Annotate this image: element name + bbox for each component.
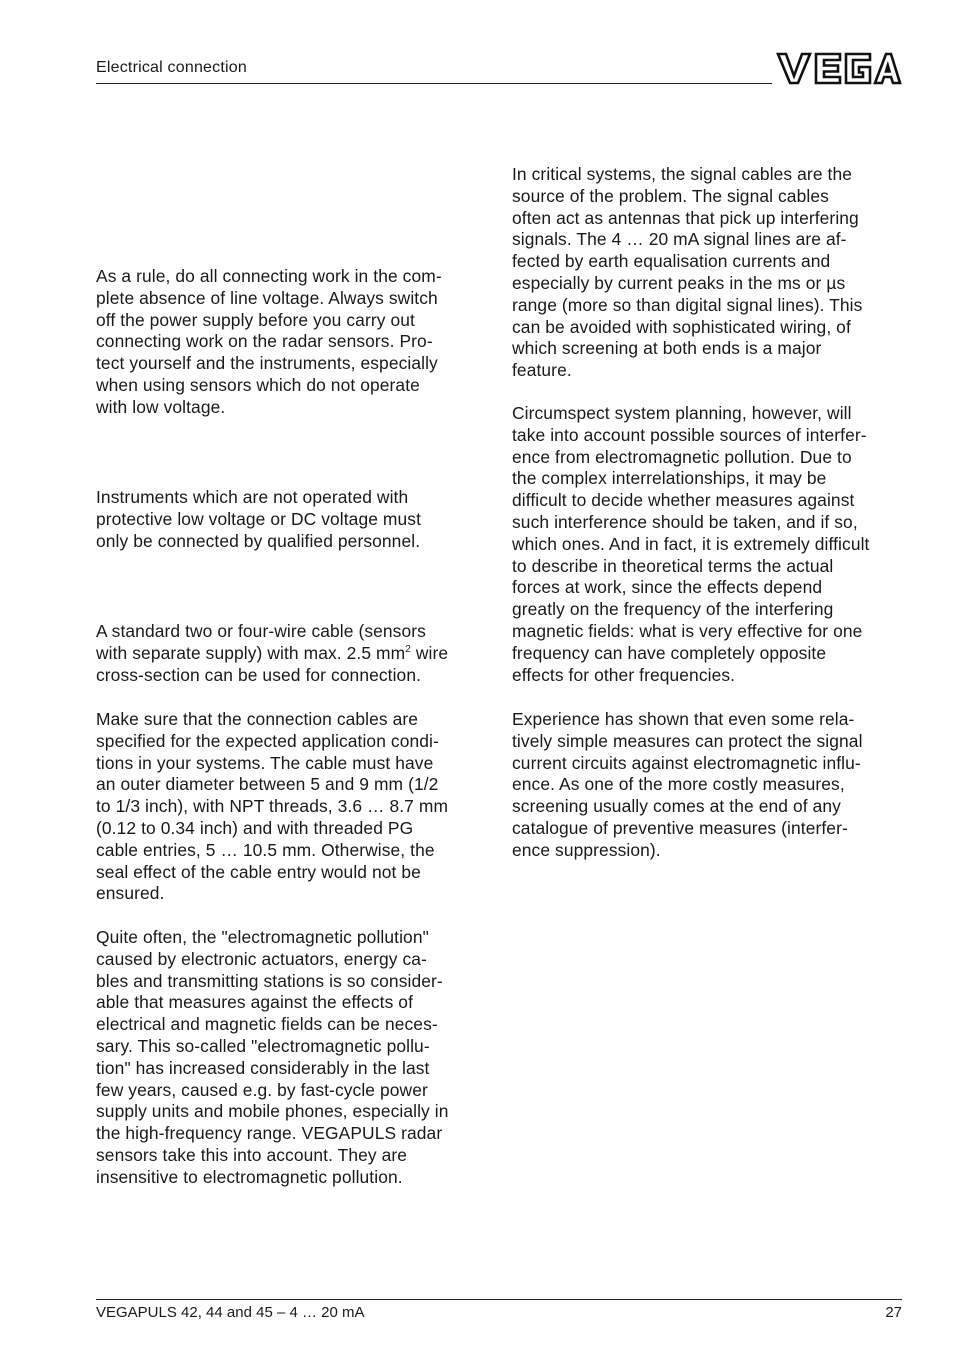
signal-cables-paragraph: In critical systems, the signal cables are the source of the problem. The signal cables often act as antennas that pick up interfering signals. The 4 … 20 mA signal lines are af- fected by earth equalisation currents and especially by current peaks in the ms or µs range (more so than digital signal lines). This can be avoided with sophisticated wiring, of which screening at both ends is a major feature. [512,164,863,381]
document-title: VEGAPULS 42, 44 and 45 – 4 … 20 mA [96,1304,365,1321]
safety-paragraph: As a rule, do all connecting work in the com- plete absence of line voltage. Always switch off the power supply before you carry out connecting work on the radar sensors. Pro- tect yourself and the instruments, especially when using sensors which do not operate with low voltage. [96,266,442,417]
em-pollution-paragraph: Quite often, the "electromagnetic pollution" caused by electronic actuators, energy ca- bles and transmitting stations is so consider- able that measures against the effects of electrical and magnetic fields can be neces- sary. This so-called "electromagnetic pollu- tion" has increased considerably in the last few years, caused e.g. by fast-cycle power supply units and mobile phones, especially in the high-frequency range. VEGAPULS radar sensors take this into account. They are insensitive to electromagnetic pollution. [96,927,449,1187]
cable-spec-text-2: wire cross-section can be used for connection. [96,642,449,685]
experience-paragraph: Experience has shown that even some rela- tively simple measures can protect the signal current circuits against electromagnetic influ- ence. As one of the more costly measures, screening usually comes at the end of any catalogue of preventive measures (interfer- ence suppression). [512,709,863,860]
cable-requirements-paragraph: Make sure that the connection cables are specified for the expected application condi- tions in your systems. The cable must have an outer diameter between 5 and 9 mm (1/2 to 1/3 inch), with NPT threads, 3.6 … 8.7 mm (0.12 to 0.34 inch) and with threaded PG cable entries, 5 … 10.5 mm. Otherwise, the seal effect of the cable entry would not be ensured. [96,709,449,904]
footer-divider [96,1299,902,1300]
qualified-personnel-paragraph: Instruments which are not operated with protective low voltage or DC voltage must only be connected by qualified personnel. [96,487,422,551]
cable-spec-text-1: A standard two or four-wire cable (sensors with separate supply) with max. 2.5 mm [96,621,426,663]
vega-logo [776,50,902,86]
system-planning-paragraph: Circumspect system planning, however, will take into account possible sources of interfer- ence from electromagnetic pollution. Due to the complex interrelationships, it may be difficult to decide whether measures against such interference should be taken, and if so, which ones. And in fact, it is extremely difficult to describe in theoretical terms the actual forces at work, since the effects depend greatly on the frequency of the interfering magnetic fields: what is very effective for one frequency can have completely opposite effects for other frequencies. [512,403,870,685]
page-number: 27 [885,1304,902,1321]
section-title: Electrical connection [96,59,247,76]
cable-spec-paragraph [96,621,448,686]
superscript-2: 2 [405,644,411,655]
header-divider [96,83,772,84]
